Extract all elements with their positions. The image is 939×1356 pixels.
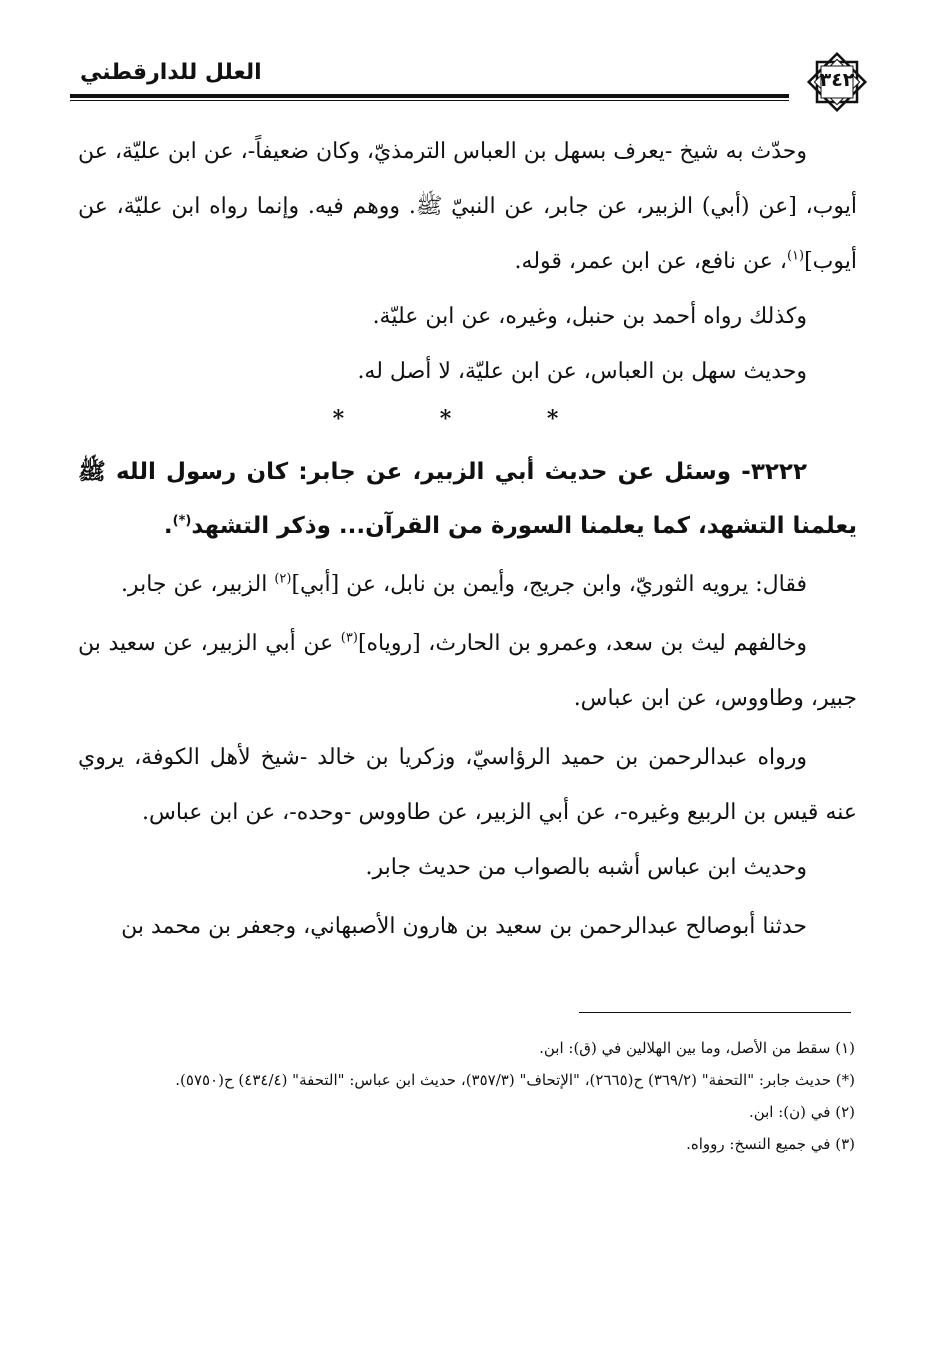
footnote-3: (٣) في جميع النسخ: روواه. — [686, 1135, 855, 1153]
question-heading — [78, 445, 857, 553]
header-rule-thin — [70, 100, 789, 101]
paragraph-5-end: عن أبي الزبير، عن سعيد بن جبير، وطاووس، عن ابن عباس. — [78, 631, 857, 711]
paragraph-5-text: وخالفهم ليث بن سعد، وعمرو بن الحارث، [روياه] — [357, 631, 807, 656]
paragraph-3: وحديث سهل بن العباس، عن ابن عليّة، لا أصل له. — [357, 359, 807, 384]
question-text: ٣٢٢٢- وسئل عن حديث أبي الزبير، عن جابر: كان رسول الله ﷺ يعلمنا التشهد، كما يعلمنا السورة من القرآن... وذكر التشهد — [78, 459, 857, 539]
paragraph-4-end: الزبير، عن جابر. — [120, 572, 275, 597]
running-title: العلل للدارقطني — [80, 60, 262, 85]
page-number: ٣٤٢ — [819, 69, 855, 91]
section-separator-stars: * * * — [332, 406, 603, 432]
paragraph-4 — [78, 557, 857, 612]
paragraph-2: وكذلك رواه أحمد بن حنبل، وغيره، عن ابن عليّة. — [372, 304, 807, 329]
footnote-ref-2: (٢) — [274, 571, 292, 587]
footnote-separator — [579, 1012, 851, 1013]
paragraph-1-text: وحدّث به شيخ -يعرف بسهل بن العباس الترمذيّ، وكان ضعيفاً-، عن ابن عليّة، عن أيوب، [عن (أبي) الزبير، عن جابر، عن النبيّ ﷺ. ووهم فيه. وإنما رواه ابن عليّة، عن أيوب] — [78, 139, 857, 274]
footnote-1: (١) سقط من الأصل، وما بين الهلالين في (ق): ابن. — [539, 1039, 855, 1057]
paragraph-7: وحديث ابن عباس أشبه بالصواب من حديث جابر. — [365, 855, 807, 880]
footnotes — [78, 1032, 855, 1160]
paragraph-8: حدثنا أبوصالح عبدالرحمن بن سعيد بن هارون الأصبهاني، وجعفر بن محمد بن — [121, 914, 807, 939]
footnote-ref-3: (٣) — [340, 630, 358, 646]
paragraph-6: ورواه عبدالرحمن بن حميد الرؤاسيّ، وزكريا بن خالد -شيخ لأهل الكوفة، يروي عنه قيس بن الربيع وغيره-، عن أبي الزبير، عن طاووس -وحده-، عن ابن عباس. — [78, 745, 857, 825]
footnote-ref-1: (١) — [786, 248, 805, 264]
question-end: . — [163, 513, 173, 539]
main-text — [78, 124, 857, 954]
footnote-ref-star: (*) — [172, 513, 192, 529]
header-rule — [70, 94, 789, 98]
page-number-badge — [805, 50, 869, 114]
footnote-2: (٢) في (ن): ابن. — [748, 1103, 855, 1121]
paragraph-4-text: فقال: يرويه الثوريّ، وابن جريج، وأيمن بن نابل، عن [أبي] — [291, 572, 807, 597]
footnote-star: (*) حديث جابر: "التحفة" (٣٦٩/٢) ح(٢٦٦٥)، "الإتحاف" (٣٥٧/٣)، حديث ابن عباس: "التحفة" (٤٣٤/٤) ح(٥٧٥٠). — [175, 1071, 855, 1089]
page-header — [70, 58, 869, 100]
paragraph-1-end: ، عن نافع، عن ابن عمر، قوله. — [514, 249, 787, 274]
paragraph-1 — [78, 124, 857, 289]
paragraph-5 — [78, 616, 857, 726]
